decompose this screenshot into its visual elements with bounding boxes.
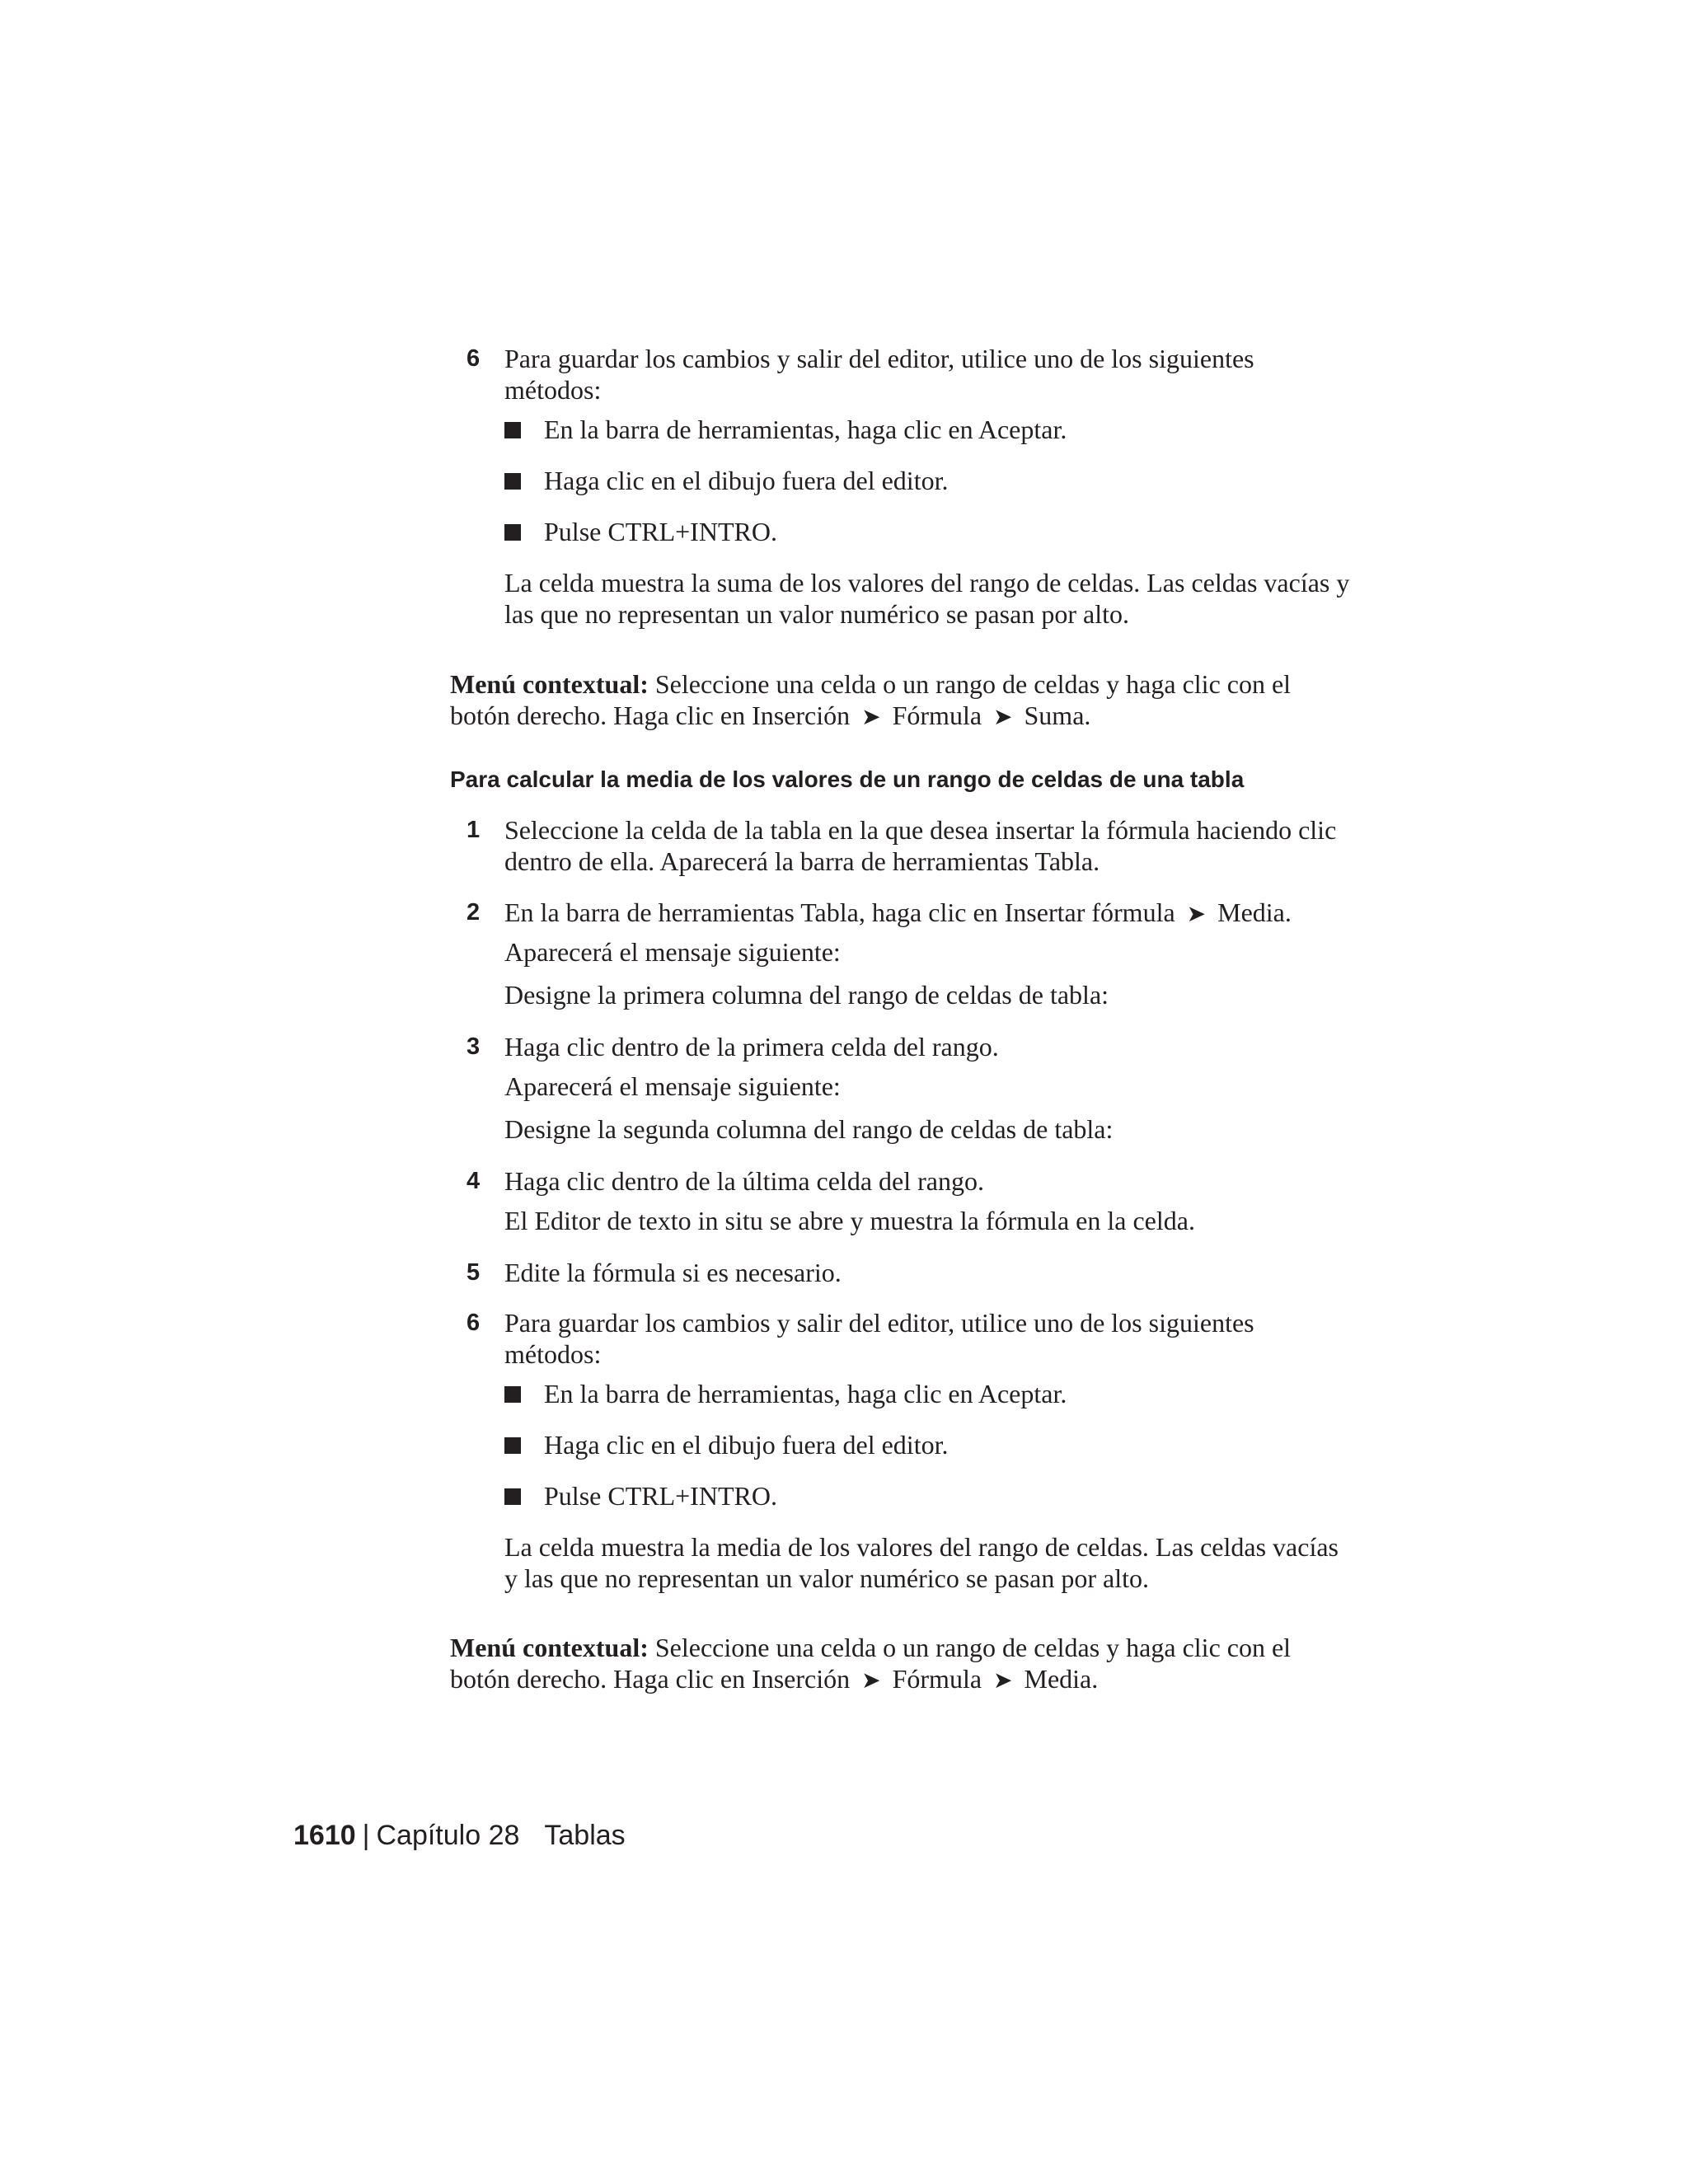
step-text: Haga clic dentro de la primera celda del rango. [504,1032,999,1062]
footer-separator: | [362,1820,370,1851]
step-subtext: Aparecerá el mensaje siguiente: [504,1071,841,1101]
bullet-square-icon [504,1386,521,1403]
step-text: Para guardar los cambios y salir del editor, utilice uno de los siguientes métodos: [504,1308,1254,1369]
step-number: 6 [467,1310,481,1336]
bullet-item: En la barra de herramientas, haga clic en Aceptar. [544,415,1067,444]
step-text [504,897,1353,930]
page-footer [293,1819,626,1852]
context-menu-note [450,1632,1357,1696]
arrow-right-icon: ➤ [861,1666,881,1694]
arrow-right-icon: ➤ [861,703,881,730]
step-text-main: En la barra de herramientas Tabla, haga clic en Insertar fórmula [504,898,1175,927]
menu-path-item: Fórmula [892,1664,982,1694]
step-text: Para guardar los cambios y salir del editor, utilice uno de los siguientes métodos: [504,344,1254,405]
chapter-label: Capítulo 28 [376,1820,520,1851]
step-number: 5 [467,1259,481,1286]
step-number: 3 [467,1033,481,1060]
step-text: Haga clic dentro de la última celda del rango. [504,1166,984,1196]
step-number: 4 [467,1168,481,1194]
step-number: 1 [467,817,481,843]
arrow-right-icon: ➤ [993,1666,1013,1694]
bullet-item: Haga clic en el dibujo fuera del editor. [544,1430,949,1460]
bullet-square-icon [504,524,521,541]
step-subtext: Aparecerá el mensaje siguiente: [504,937,841,967]
context-menu-label: Menú contextual: [450,669,649,699]
menu-path-item: Fórmula [892,701,982,730]
procedure-heading: Para calcular la media de los valores de un rango de celdas de una tabla [450,766,1245,792]
bullet-square-icon [504,473,521,490]
chapter-title: Tablas [544,1820,626,1851]
arrow-right-icon: ➤ [993,703,1013,730]
menu-path-item: Media. [1217,898,1292,927]
bullet-square-icon [504,1437,521,1454]
menu-path-item: Media. [1024,1664,1099,1694]
step-text: Edite la fórmula si es necesario. [504,1258,842,1287]
bullet-item: Haga clic en el dibujo fuera del editor. [544,466,949,495]
context-menu-text: Seleccione una celda o un rango de celdas y haga clic con el botón derecho. Haga clic en Inserción [450,1633,1292,1694]
prompt-message: Designe la segunda columna del rango de celdas de tabla: [504,1114,1114,1144]
bullet-square-icon [504,1488,521,1505]
arrow-right-icon: ➤ [1186,900,1207,927]
bullet-item: Pulse CTRL+INTRO. [544,517,777,546]
step-number: 2 [467,899,481,926]
step-text: Seleccione la celda de la tabla en la que desea insertar la fórmula haciendo clic dentro de ella. Aparecerá la barra de herramientas Tabla. [504,815,1337,876]
context-menu-note [450,668,1357,733]
menu-path-item: Suma. [1024,701,1091,730]
step-number: 6 [467,345,481,372]
context-menu-text: Seleccione una celda o un rango de celdas y haga clic con el botón derecho. Haga clic en Inserción [450,669,1292,730]
context-menu-label: Menú contextual: [450,1633,649,1662]
result-paragraph: La celda muestra la suma de los valores del rango de celdas. Las celdas vacías y las que no representan un valor numérico se pasan por alto. [504,568,1350,629]
prompt-message: Designe la primera columna del rango de celdas de tabla: [504,980,1109,1010]
step-subtext: El Editor de texto in situ se abre y muestra la fórmula en la celda. [504,1206,1195,1235]
result-paragraph: La celda muestra la media de los valores del rango de celdas. Las celdas vacías y las que no representan un valor numérico se pasan por alto. [504,1532,1339,1593]
bullet-item: En la barra de herramientas, haga clic en Aceptar. [544,1379,1067,1408]
bullet-square-icon [504,422,521,438]
page-number: 1610 [293,1820,356,1851]
bullet-item: Pulse CTRL+INTRO. [544,1481,777,1511]
